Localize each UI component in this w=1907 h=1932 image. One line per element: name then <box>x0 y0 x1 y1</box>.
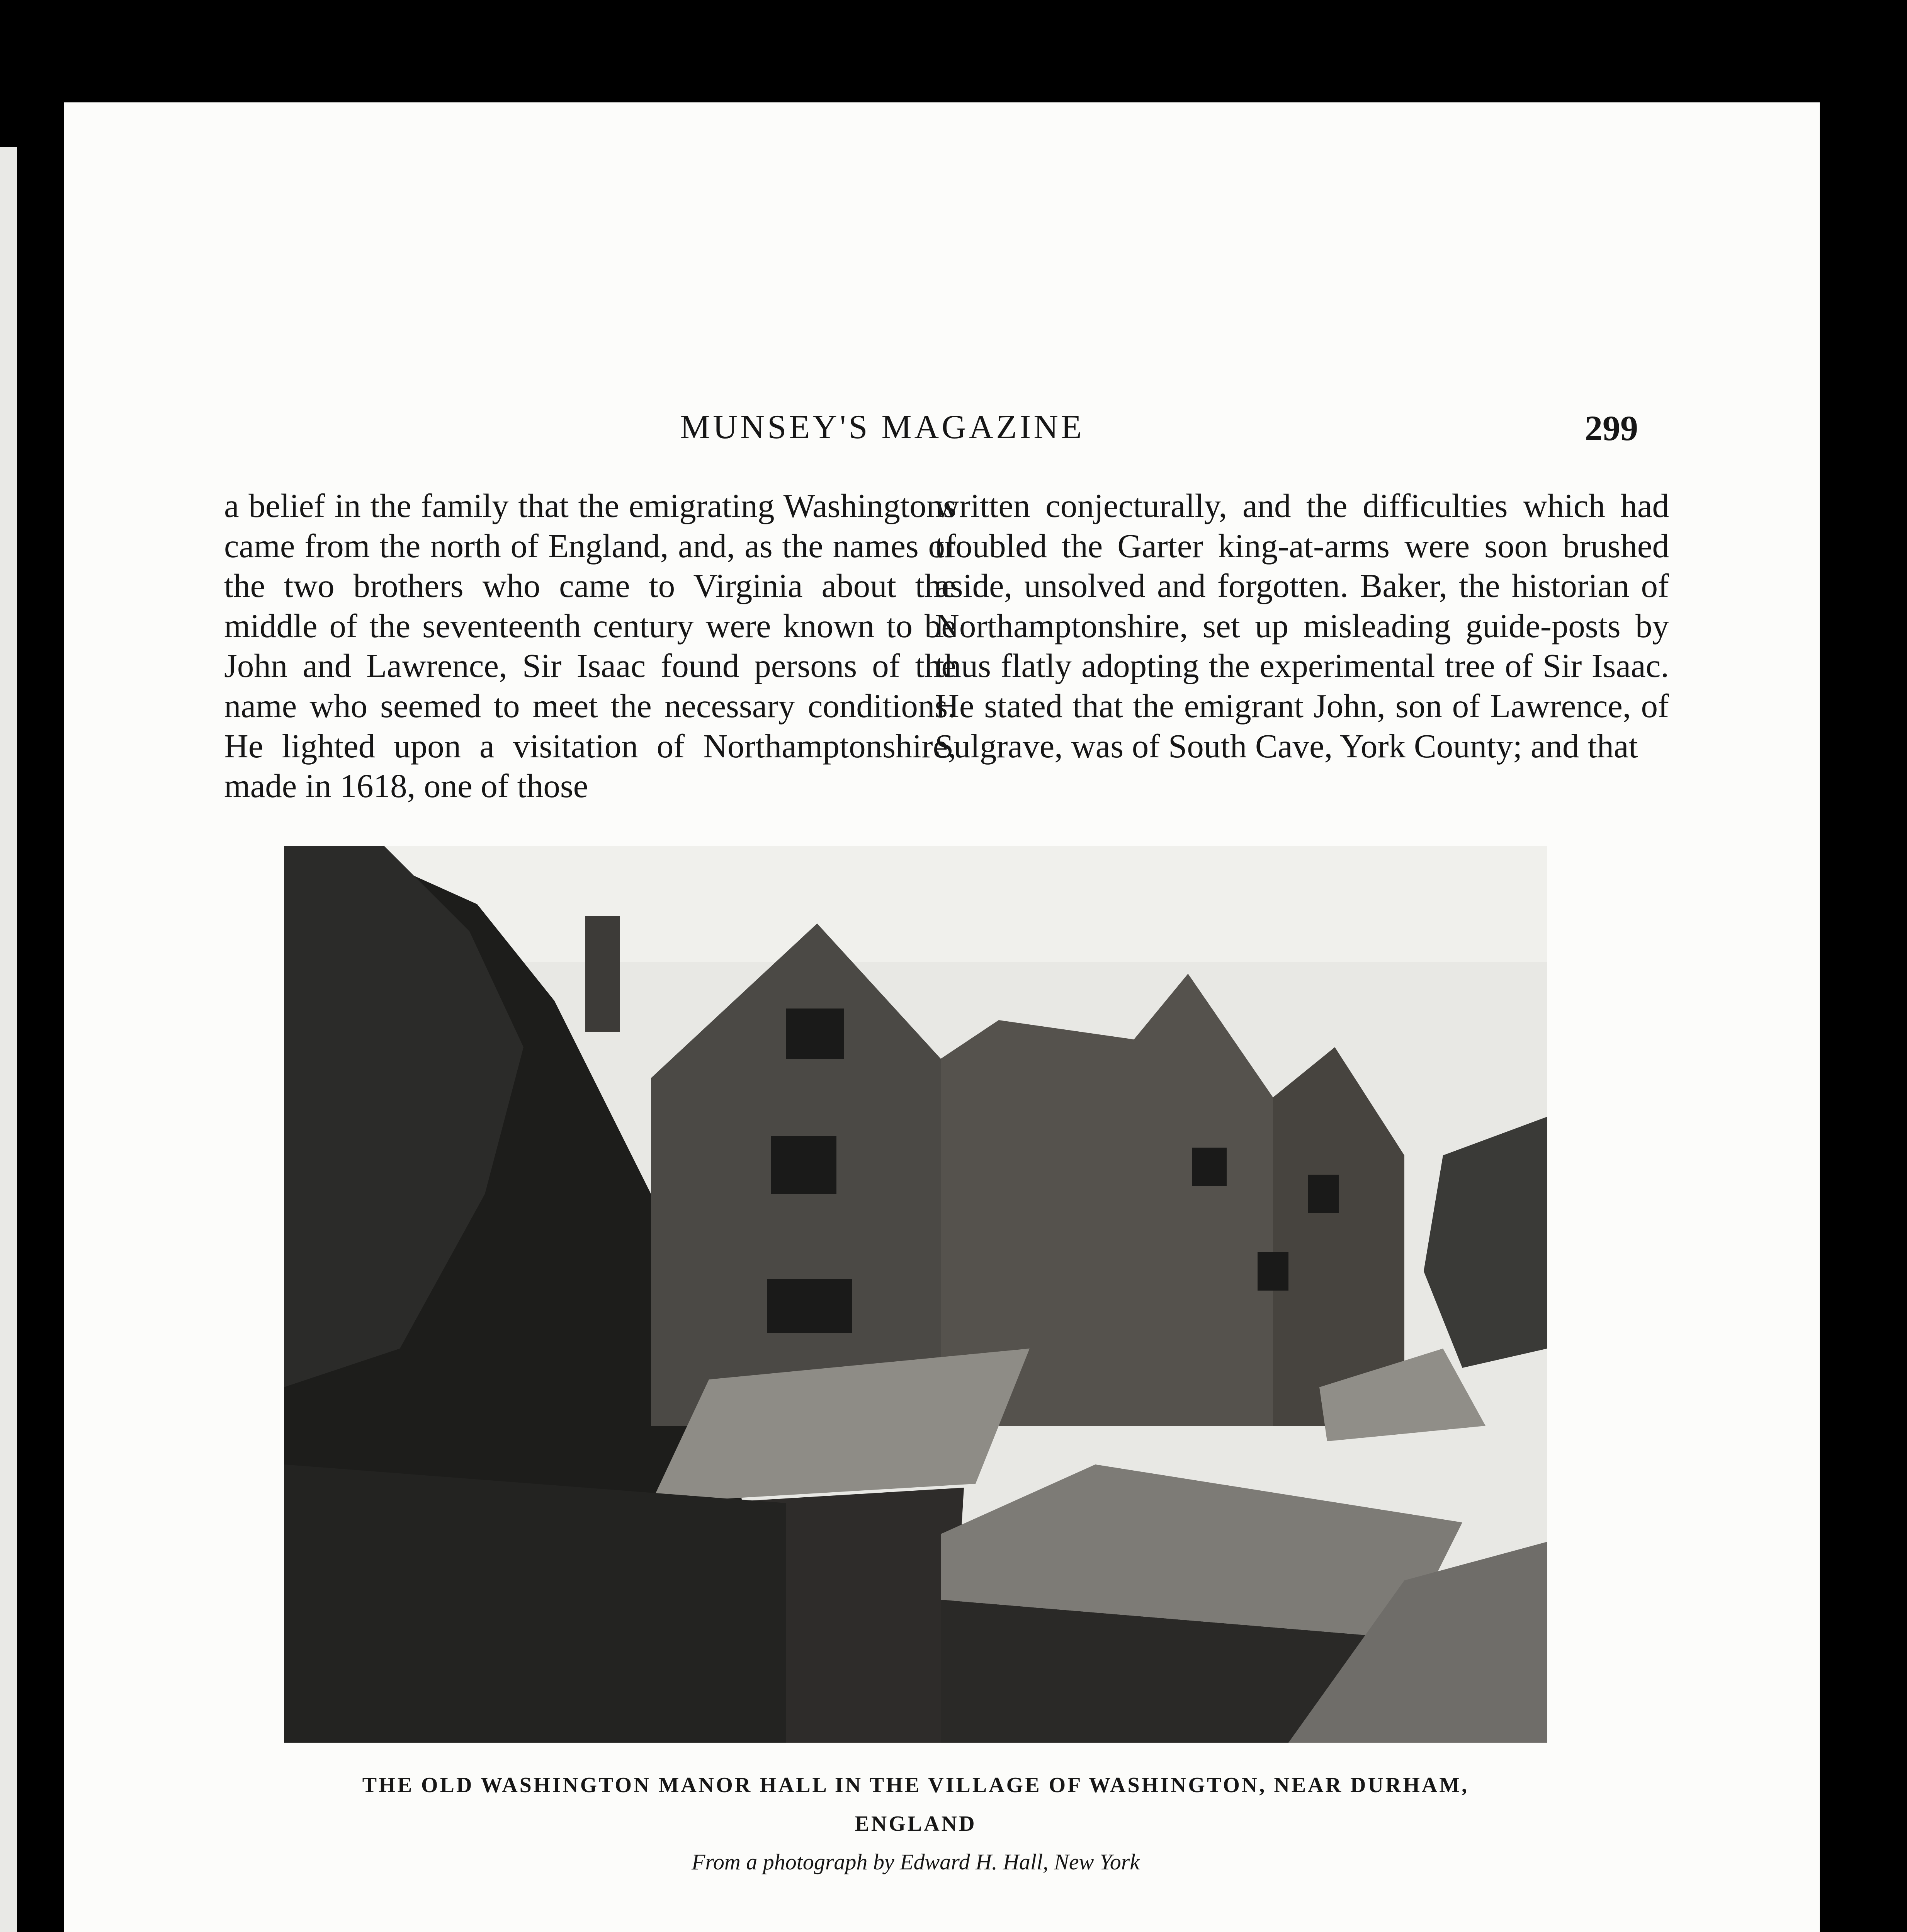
paragraph: written conjecturally, and the difficulties which had troubled the Garter king-at-arms were soon brushed aside, unsolved and forgotten. Baker, the historian of Northamptonshire, set up misleading guide-posts by thus flatly adopting the experimental tree of Sir Isaac. He stated that the emigrant John, son of Lawrence, of Sulgrave, was of South Cave, York County; and that <box>935 487 1669 765</box>
column-right-top <box>935 486 1669 766</box>
running-title: MUNSEY'S MAGAZINE <box>680 408 1084 446</box>
magazine-page <box>64 102 1820 1932</box>
previous-page-edge <box>0 147 17 1932</box>
manor-hall-photograph <box>284 846 1547 1743</box>
photo-credit: From a photograph by Edward H. Hall, New York <box>691 1849 1140 1874</box>
photograph-image <box>284 846 1547 1743</box>
column-left-top <box>224 486 956 806</box>
paragraph: a belief in the family that the emigrating Washingtons came from the north of England, and, as the names of the two brothers who came to Virginia about the middle of the seventeenth century were known to be John and Lawrence, Sir Isaac found persons of the name who seemed to meet the necessary conditions. He lighted upon a visitation of Northamptonshire, made in 1618, one of those <box>224 487 956 805</box>
running-header <box>64 408 1820 454</box>
figure-caption: THE OLD WASHINGTON MANOR HALL IN THE VILLAGE OF WASHINGTON, NEAR DURHAM, ENGLAND <box>362 1773 1469 1836</box>
page-number: 299 <box>1585 408 1638 448</box>
